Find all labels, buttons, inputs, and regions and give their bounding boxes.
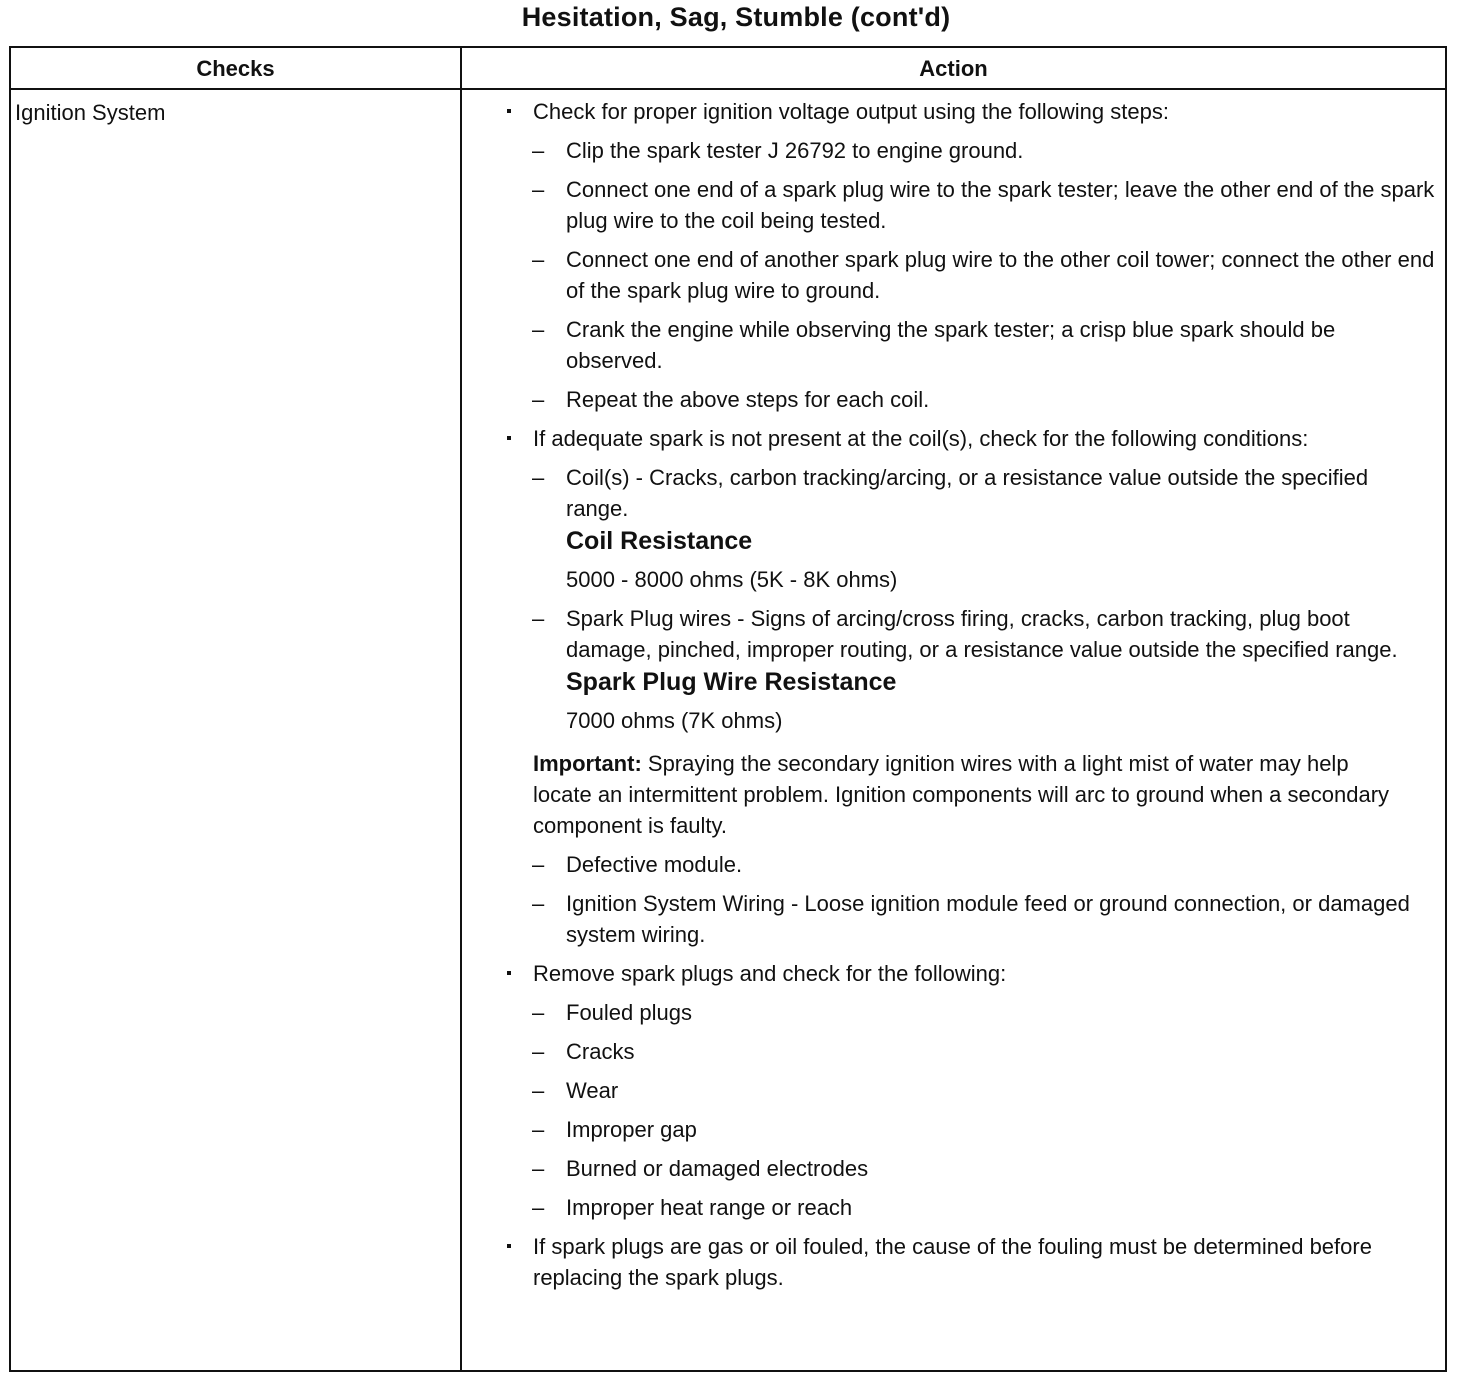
step-item: – Clip the spark tester J 26792 to engine ground. xyxy=(490,135,1445,166)
spec-heading: Coil Resistance xyxy=(566,527,753,555)
plug-check-item: – Fouled plugs xyxy=(490,997,1445,1028)
step-bullet: Check for proper ignition voltage output using the following steps: xyxy=(490,96,1445,127)
plug-check-item: – Cracks xyxy=(490,1036,1445,1067)
condition-item: – Spark Plug wires - Signs of arcing/cross firing, cracks, carbon tracking, plug boot damage, pinched, improper routing, or a resistance value outside the specified range. xyxy=(490,603,1445,665)
spec-value: 7000 ohms (7K ohms) xyxy=(566,708,783,733)
step-item: – Repeat the above steps for each coil. xyxy=(490,384,1445,415)
step-item: – Connect one end of a spark plug wire to the spark tester; leave the other end of the spark plug wire to the coil being tested. xyxy=(490,174,1445,236)
plug-check-item: – Improper heat range or reach xyxy=(490,1192,1445,1223)
condition-item: – Coil(s) - Cracks, carbon tracking/arcing, or a resistance value outside the specified range. xyxy=(490,462,1445,524)
header-action: Action xyxy=(919,56,988,81)
step-item: – Crank the engine while observing the spark tester; a crisp blue spark should be observed. xyxy=(490,314,1445,376)
check-cell: Ignition System xyxy=(15,100,166,125)
header-checks: Checks xyxy=(196,56,275,81)
column-divider xyxy=(460,48,462,1370)
step-bullet: Remove spark plugs and check for the following: xyxy=(490,958,1445,989)
spec-heading: Spark Plug Wire Resistance xyxy=(566,668,897,696)
wire-resistance-spec xyxy=(490,665,1445,736)
header-divider xyxy=(11,88,1445,90)
important-text: Spraying the secondary ignition wires with a light mist of water may help locate an intermittent problem. Ignition components will arc to ground when a secondary component is faulty. xyxy=(533,751,1390,838)
important-label: Important: xyxy=(533,751,642,776)
step-item: – Connect one end of another spark plug wire to the other coil tower; connect the other end of the spark plug wire to ground. xyxy=(490,244,1445,306)
spec-value: 5000 - 8000 ohms (5K - 8K ohms) xyxy=(566,567,898,592)
condition-item: – Ignition System Wiring - Loose ignition module feed or ground connection, or damaged system wiring. xyxy=(490,888,1445,950)
action-cell xyxy=(490,96,1445,1293)
step-bullet: If adequate spark is not present at the coil(s), check for the following conditions: xyxy=(490,423,1445,454)
important-note xyxy=(490,748,1445,841)
page-title: Hesitation, Sag, Stumble (cont'd) xyxy=(521,2,951,32)
plug-check-item: – Improper gap xyxy=(490,1114,1445,1145)
coil-resistance-spec xyxy=(490,524,1445,595)
plug-check-item: – Wear xyxy=(490,1075,1445,1106)
condition-item: – Defective module. xyxy=(490,849,1445,880)
plug-check-item: – Burned or damaged electrodes xyxy=(490,1153,1445,1184)
step-bullet: If spark plugs are gas or oil fouled, the cause of the fouling must be determined before replacing the spark plugs. xyxy=(490,1231,1445,1293)
